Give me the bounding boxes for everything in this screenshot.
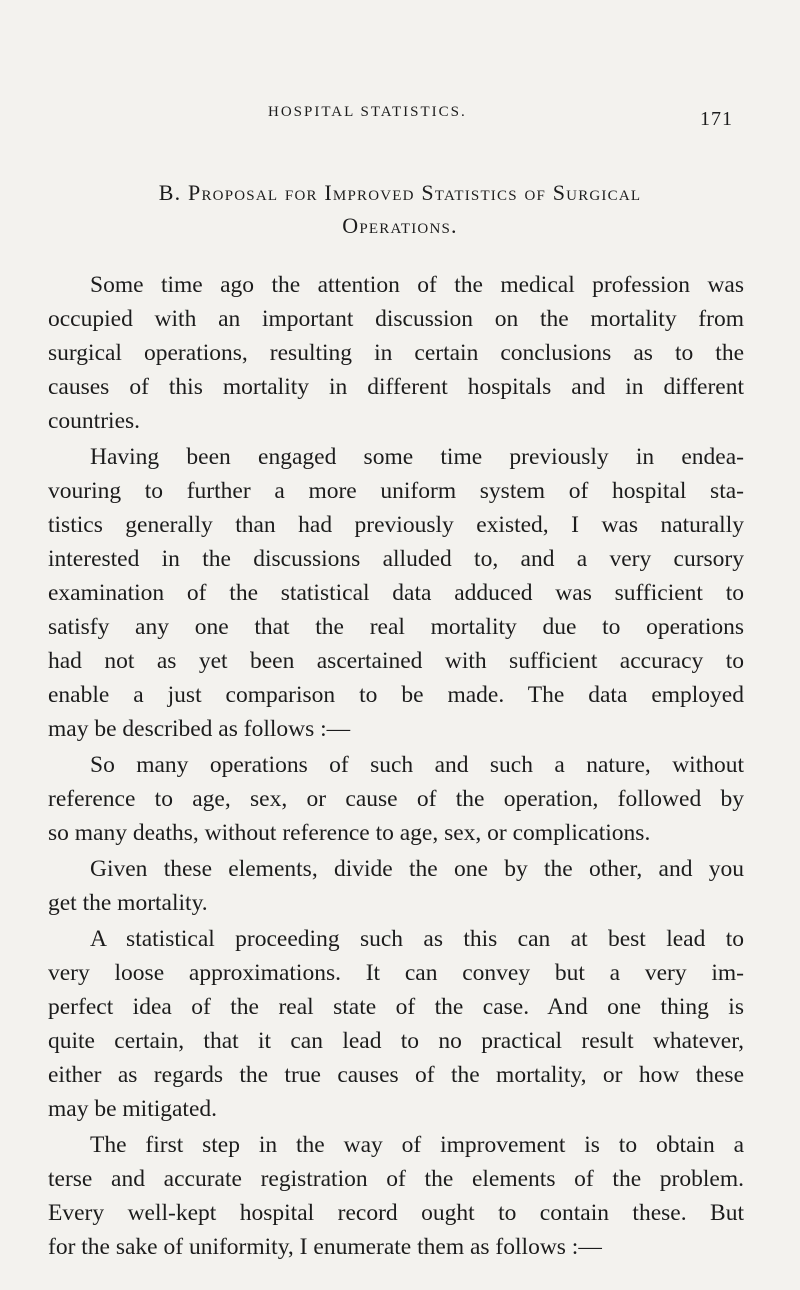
text-line: reference to age, sex, or cause of the operation, followed by	[48, 786, 744, 812]
text-line: had not as yet been ascertained with sufficient accuracy to	[48, 648, 744, 674]
text-line: So many operations of such and such a nature, without	[90, 752, 744, 778]
text-line: Having been engaged some time previously in endea-	[90, 444, 744, 470]
text-line: Given these elements, divide the one by the other, and you	[90, 856, 744, 882]
text-line: vouring to further a more uniform system of hospital sta-	[48, 478, 744, 504]
running-title: HOSPITAL STATISTICS.	[268, 104, 467, 120]
paragraph	[48, 440, 744, 746]
text-line: occupied with an important discussion on the mortality from	[48, 306, 744, 332]
section-heading	[40, 176, 760, 242]
running-head	[0, 104, 800, 128]
section-heading-line: Operations.	[342, 213, 458, 238]
text-line: enable a just comparison to be made. The data employed	[48, 682, 744, 708]
body-text	[48, 268, 744, 1264]
section-heading-line: B. Proposal for Improved Statistics of Surgical	[158, 180, 642, 205]
text-line: terse and accurate registration of the elements of the problem.	[48, 1166, 744, 1192]
paragraph	[48, 1128, 744, 1264]
text-line: tistics generally than had previously existed, I was naturally	[48, 512, 744, 538]
text-line: very loose approximations. It can convey but a very im-	[48, 960, 744, 986]
text-line: so many deaths, without reference to age, sex, or complications.	[48, 820, 651, 846]
text-line: satisfy any one that the real mortality due to operations	[48, 614, 744, 640]
text-line: may be mitigated.	[48, 1096, 218, 1122]
paragraph	[48, 852, 744, 920]
text-line: The first step in the way of improvement is to obtain a	[90, 1132, 744, 1158]
text-line: surgical operations, resulting in certain conclusions as to the	[48, 340, 744, 366]
text-line: causes of this mortality in different hospitals and in different	[48, 374, 744, 400]
paragraph	[48, 922, 744, 1126]
text-line: examination of the statistical data adduced was sufficient to	[48, 580, 744, 606]
text-line: Every well-kept hospital record ought to contain these. But	[48, 1200, 744, 1226]
text-line: for the sake of uniformity, I enumerate them as follows :—	[48, 1234, 602, 1260]
text-line: perfect idea of the real state of the case. And one thing is	[48, 994, 744, 1020]
text-line: may be described as follows :—	[48, 716, 351, 742]
paragraph	[48, 748, 744, 850]
page-number: 171	[700, 108, 733, 130]
text-line: either as regards the true causes of the mortality, or how these	[48, 1062, 744, 1088]
text-line: countries.	[48, 408, 141, 434]
paragraph	[48, 268, 744, 438]
text-line: quite certain, that it can lead to no practical result whatever,	[48, 1028, 744, 1054]
text-line: get the mortality.	[48, 890, 208, 916]
text-line: A statistical proceeding such as this can at best lead to	[90, 926, 744, 952]
text-line: Some time ago the attention of the medical profession was	[90, 272, 744, 298]
text-line: interested in the discussions alluded to, and a very cursory	[48, 546, 744, 572]
